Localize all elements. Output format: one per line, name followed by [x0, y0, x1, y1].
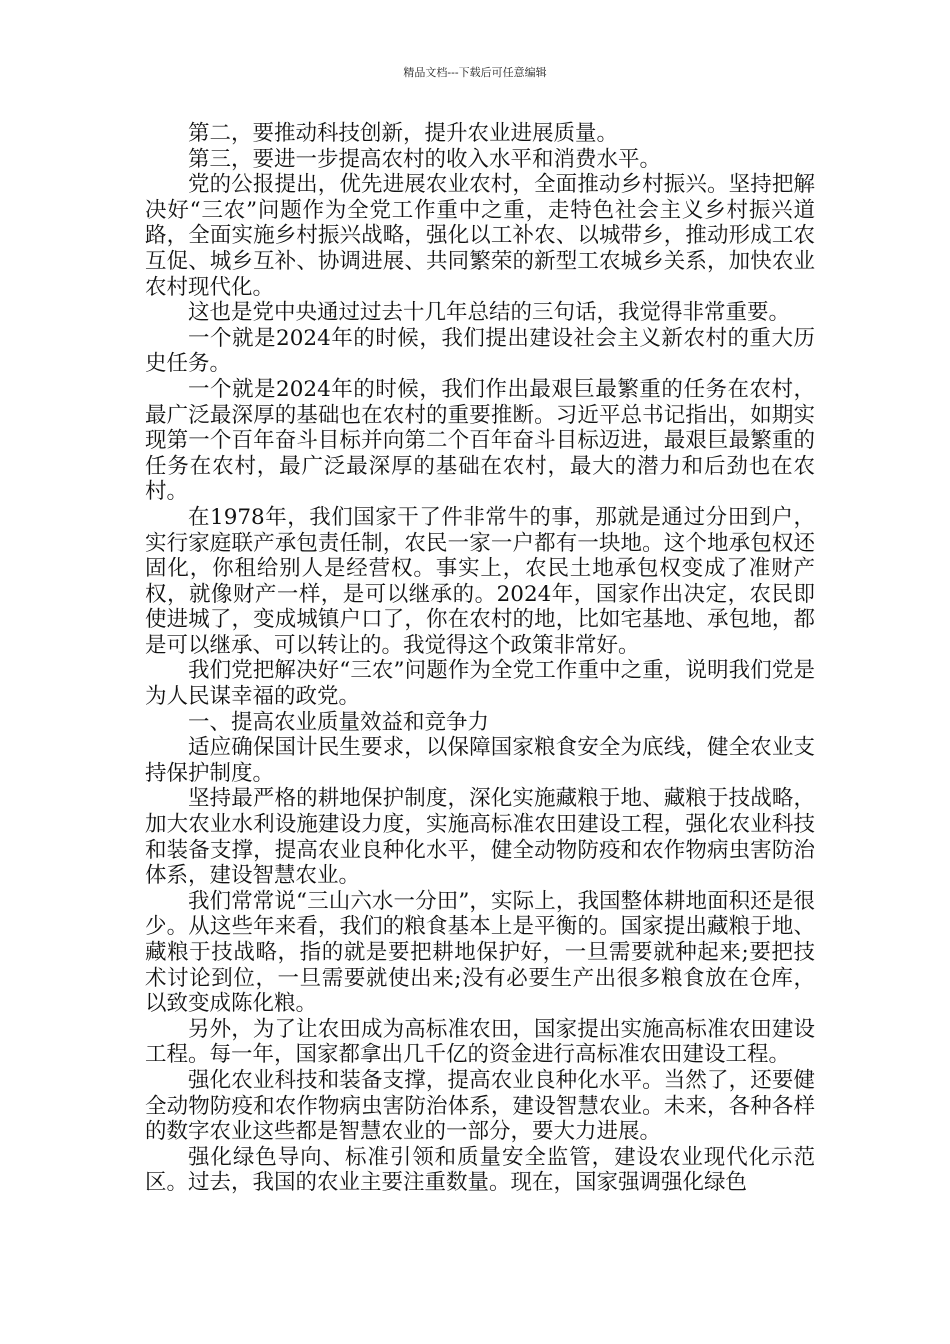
document-body	[145, 121, 815, 1196]
paragraph: 我们党把解决好“三农”问题作为全党工作重中之重，说明我们党是为人民谋幸福的政党。	[145, 658, 815, 710]
paragraph: 强化绿色导向、标准引领和质量安全监管，建设农业现代化示范区。过去，我国的农业主要注重数量。现在，国家强调强化绿色	[145, 1144, 815, 1196]
page-header: 精品文档---下载后可任意编辑	[403, 66, 547, 79]
paragraph: 第三，要进一步提高农村的收入水平和消费水平。	[188, 146, 662, 172]
paragraph: 强化农业科技和装备支撑，提高农业良种化水平。当然了，还要健全动物防疫和农作物病虫害防治体系，建设智慧农业。未来，各种各样的数字农业这些都是智慧农业的一部分，要大力进展。	[145, 1067, 815, 1145]
paragraph: 另外，为了让农田成为高标准农田，国家提出实施高标准农田建设工程。每一年，国家都拿出几千亿的资金进行高标准农田建设工程。	[145, 1016, 815, 1068]
paragraph: 在1978年，我们国家干了件非常牛的事，那就是通过分田到户，实行家庭联产承包责任制，农民一家一户都有一块地。这个地承包权还固化，你租给别人是经营权。事实上，农民土地承包权变成了准财产权，就像财产一样，是可以继承的。2024年，国家作出决定，农民即使进城了，变成城镇户口了，你在农村的地，比如宅基地、承包地，都是可以继承、可以转让的。我觉得这个政策非常好。	[145, 504, 815, 658]
paragraph: 一个就是2024年的时候，我们提出建设社会主义新农村的重大历史任务。	[145, 325, 815, 377]
paragraph: 党的公报提出，优先进展农业农村，全面推动乡村振兴。坚持把解决好“三农”问题作为全党工作重中之重，走特色社会主义乡村振兴道路，全面实施乡村振兴战略，强化以工补农、以城带乡，推动形成工农互促、城乡互补、协调进展、共同繁荣的新型工农城乡关系，加快农业农村现代化。	[145, 172, 815, 300]
section-heading: 一、提高农业质量效益和竞争力	[188, 709, 490, 735]
paragraph: 适应确保国计民生要求，以保障国家粮食安全为底线，健全农业支持保护制度。	[145, 735, 815, 786]
paragraph: 第二，要推动科技创新，提升农业进展质量。	[188, 121, 619, 146]
paragraph: 我们常常说“三山六水一分田”，实际上，我国整体耕地面积还是很少。从这些年来看，我们的粮食基本上是平衡的。国家提出藏粮于地、藏粮于技战略，指的就是要把耕地保护好，一旦需要就种起来;要把技术讨论到位，一旦需要就使出来;没有必要生产出很多粮食放在仓库，以致变成陈化粮。	[145, 888, 815, 1017]
paragraph: 一个就是2024年的时候，我们作出最艰巨最繁重的任务在农村，最广泛最深厚的基础也在农村的重要推断。习近平总书记指出，如期实现第一个百年奋斗目标并向第二个百年奋斗目标迈进，最艰巨最繁重的任务在农村，最广泛最深厚的基础在农村，最大的潜力和后劲也在农村。	[145, 376, 815, 505]
paragraph: 这也是党中央通过过去十几年总结的三句话，我觉得非常重要。	[188, 300, 791, 326]
paragraph: 坚持最严格的耕地保护制度，深化实施藏粮于地、藏粮于技战略，加大农业水利设施建设力度，实施高标准农田建设工程，强化农业科技和装备支撑，提高农业良种化水平，健全动物防疫和农作物病虫害防治体系，建设智慧农业。	[145, 786, 815, 889]
